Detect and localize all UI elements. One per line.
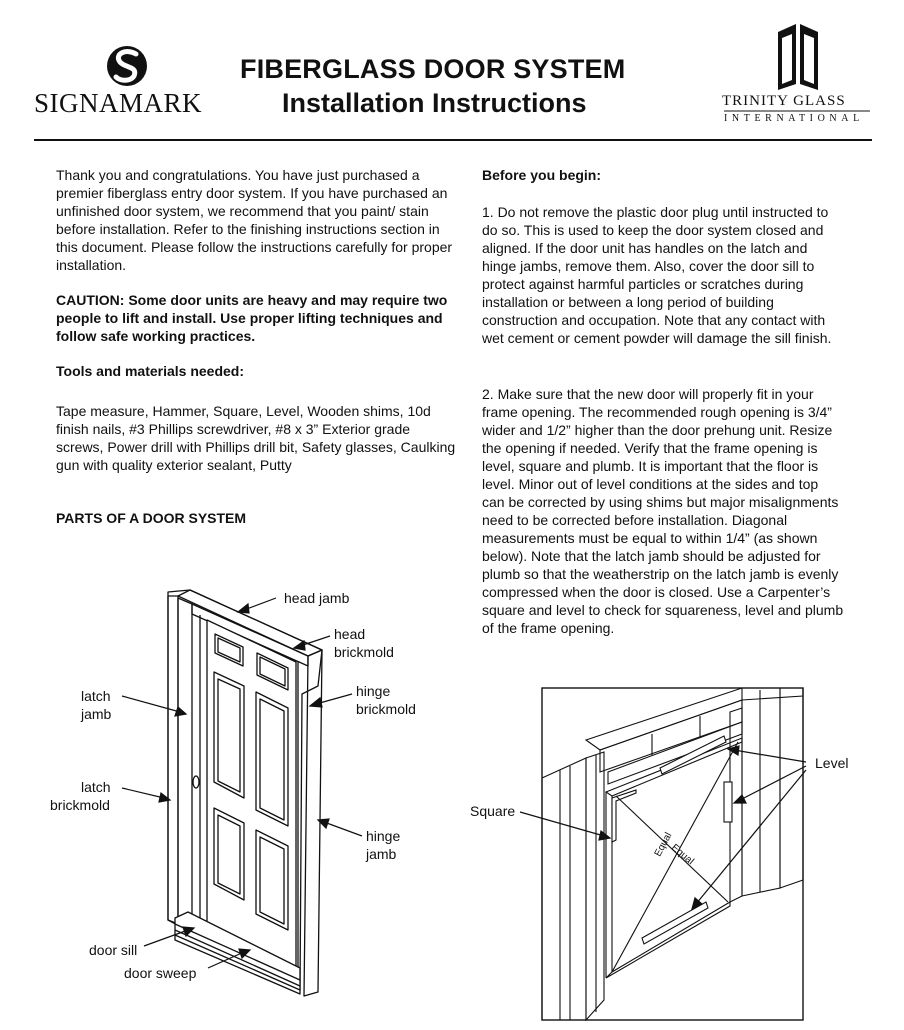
label-latch-brickmold-1: latch (81, 779, 111, 795)
label-hinge-brickmold-2: brickmold (356, 701, 416, 717)
label-head-brickmold-1: head (334, 626, 366, 642)
label-square: Square (470, 803, 516, 819)
label-hinge-brickmold-1: hinge (356, 683, 391, 699)
trinity-glass-brand-sub: INTERNATIONAL (724, 113, 864, 124)
intro-paragraph: Thank you and congratulations. You have just purchased a premier fiberglass entry door system. If you have purchased an unfinished door system, we recommend that you paint/ stain before installation. Refer to the finishing instructions section in this document. Please follow the instructions carefully for proper installation. (56, 167, 453, 273)
label-latch-jamb-1: latch (81, 688, 111, 704)
label-equal-1: Equal (652, 830, 675, 859)
label-head-brickmold-2: brickmold (334, 644, 394, 660)
document-subtitle: Installation Instructions (282, 88, 587, 118)
label-door-sill: door sill (89, 942, 138, 958)
trinity-glass-brand: TRINITY GLASS (722, 93, 846, 109)
label-head-jamb: head jamb (284, 590, 350, 606)
step-2-paragraph: 2. Make sure that the new door will properly fit in your frame opening. The recommended rough opening is 3/4” wider and 1/2” higher than the door prehung unit. Resize the opening if needed. Verify that the frame opening is level, square and plumb. It is important that the floor is level. Minor out of level conditions at the sides and top can be corrected by using shims but major misalignments need to be corrected before installation. Diagonal measurements must be equal to within 1/4” (as shown below). Note that the latch jamb should be adjusted for plumb so that the weatherstrip on the latch jamb is evenly compressed when the door is closed. Use a Carpenter’s square and level to check for squareness, level and plumb of the frame opening. (482, 386, 844, 636)
before-you-begin-heading: Before you begin: (482, 167, 602, 183)
label-hinge-jamb-1: hinge (366, 828, 401, 844)
tools-list: Tape measure, Hammer, Square, Level, Wooden shims, 10d finish nails, #3 Phillips screwdriver, #8 x 3” Exterior grade screws, Power drill with Phillips drill bit, Safety glasses, Caulking gun with quality exterior sealant, Putty (56, 403, 456, 473)
label-door-sweep: door sweep (124, 965, 197, 981)
tools-heading: Tools and materials needed: (56, 363, 245, 379)
label-latch-jamb-2: jamb (81, 706, 112, 722)
signamark-brand: SIGNAMARK (34, 88, 203, 118)
step-1-paragraph: 1. Do not remove the plastic door plug until instructed to do so. This is used to keep the door system closed and aligned. If the door unit has handles on the latch and hinge jambs, remove them. Also, cover the door sill to protect against harmful particles or scratches during installation or between a long period of building construction and occupation. Note that any contact with wet cement or cement powder will damage the sill finish. (482, 204, 832, 346)
label-hinge-jamb-2: jamb (366, 846, 397, 862)
label-latch-brickmold-2: brickmold (50, 797, 110, 813)
parts-heading: PARTS OF A DOOR SYSTEM (56, 510, 247, 526)
document-title: FIBERGLASS DOOR SYSTEM (240, 54, 626, 84)
caution-paragraph: CAUTION: Some door units are heavy and may require two people to lift and install. Use proper lifting techniques and follow safe working practices. (56, 292, 448, 344)
label-equal-2: Equal (669, 842, 696, 868)
label-level: Level (815, 755, 849, 771)
